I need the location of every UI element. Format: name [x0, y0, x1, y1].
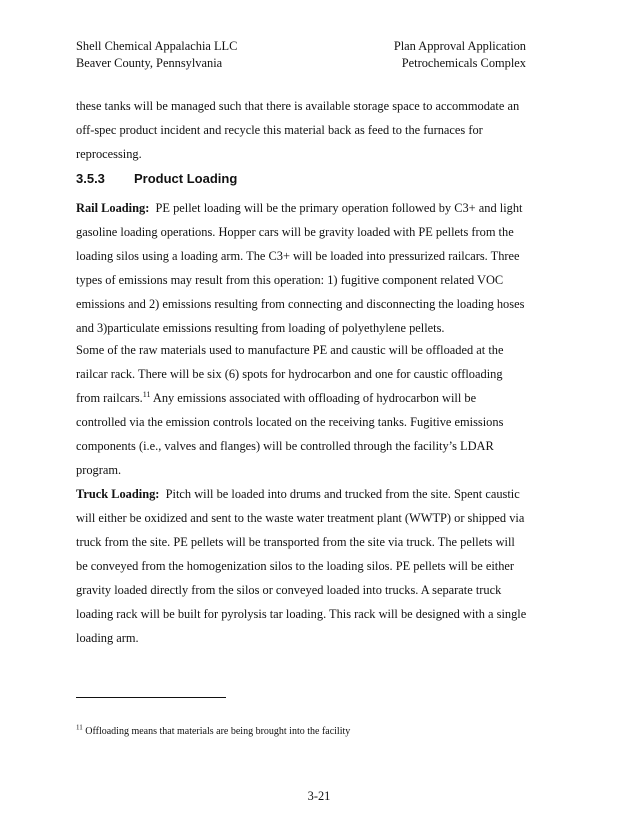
section-heading	[76, 170, 237, 188]
header-left	[76, 38, 237, 72]
footnote-reference[interactable]: 11	[142, 389, 151, 399]
section-number: 3.5.3	[76, 171, 105, 186]
footnote-separator	[76, 697, 226, 698]
offloading-paragraph	[76, 338, 528, 482]
header-right	[394, 38, 526, 72]
footnote	[76, 725, 350, 739]
rail-loading-text: PE pellet loading will be the primary operation followed by C3+ and light gasoline loading operations. Hopper cars will be gravity loaded with PE pellets from the loading silos using a loading arm. The C3+ will be loaded into pressurized railcars. Three types of emissions may result from this operation: 1) fugitive component related VOC emissions and 2) emissions resulting from connecting and disconnecting the loading hoses and 3)particulate emissions resulting from loading of polyethylene pellets.	[76, 201, 525, 335]
document-title: Plan Approval Application	[393, 39, 526, 53]
rail-loading-label: Rail Loading:	[76, 201, 150, 215]
offloading-text-part1: Some of the raw materials used to manufacture PE and caustic will be offloaded at the railcar rack. There will be six (6) spots for hydrocarbon and one for caustic offloading from railcars.	[76, 343, 504, 405]
rail-loading-paragraph	[76, 196, 528, 340]
truck-loading-paragraph	[76, 482, 528, 650]
section-title: Product Loading	[134, 171, 238, 186]
company-name: Shell Chemical Appalachia LLC	[76, 39, 238, 53]
project-name: Petrochemicals Complex	[401, 56, 526, 70]
page-number: 3-21	[307, 789, 331, 803]
intro-paragraph: these tanks will be managed such that there is available storage space to accommodate an off-spec product incident and recycle this material back as feed to the furnaces for reprocessing.	[76, 99, 520, 161]
truck-loading-text: Pitch will be loaded into drums and trucked from the site. Spent caustic will either be oxidized and sent to the waste water treatment plant (WWTP) or shipped via truck from the site. PE pellets will be transported from the site via truck. The pellets will be conveyed from the homogenization silos to the loading silos. PE pellets will be either gravity loaded directly from the silos or conveyed loaded into trucks. A separate truck loading rack will be built for pyrolysis tar loading. This rack will be designed with a single loading arm.	[76, 487, 527, 645]
truck-loading-label: Truck Loading:	[76, 487, 160, 501]
footnote-number: 11	[76, 723, 83, 732]
location: Beaver County, Pennsylvania	[76, 56, 223, 70]
offloading-text-part2: Any emissions associated with offloading of hydrocarbon will be controlled via the emission controls located on the receiving tanks. Fugitive emissions components (i.e., valves and flanges) will be controlled through the facility’s LDAR program.	[76, 391, 504, 477]
footnote-text: Offloading means that materials are being brought into the facility	[85, 726, 351, 737]
